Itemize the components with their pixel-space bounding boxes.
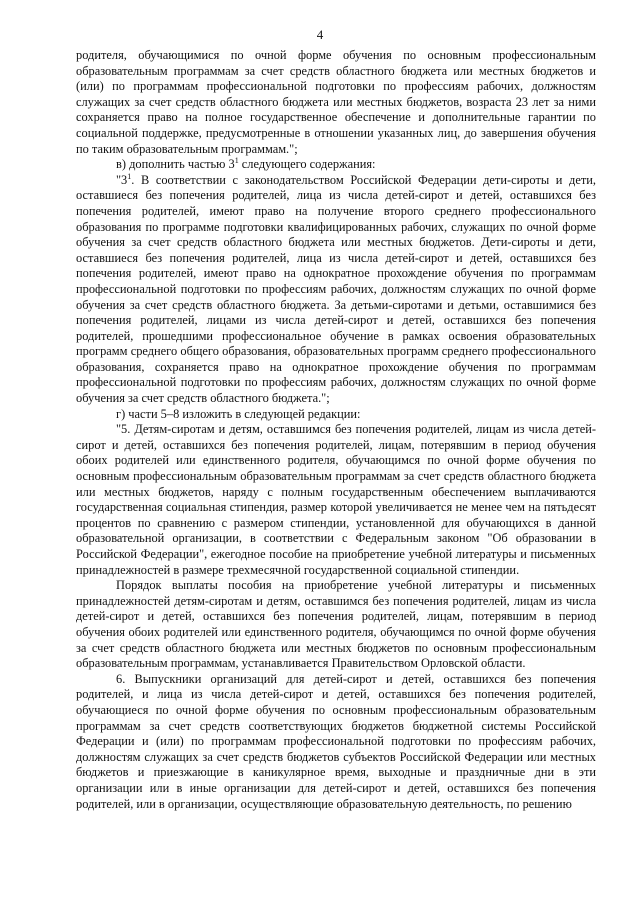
paragraph-item-g: г) части 5–8 изложить в следующей редакции: [116,406,361,421]
page-number: 4 [316,27,324,42]
paragraph-continuation: родителя, обучающимися по очной форме обучения по основным профессиональным образовательным программам за счет средств областного бюджета или местных бюджетов и (или) по программам профессиональной подготовки по профессиям рабочих, должностям служащих за счет средств областного бюджета или местных бюджетов, возраста 23 лет за ними сохраняется право на полное государственное обеспечение и дополнительные гарантии по социальной поддержке, предусмотренные в отношении указанных лиц, до завершения обучения по таким образовательным программам."; [76,48,596,156]
paragraph-part-3-1 [76,173,596,407]
superscript-1: 1 [127,171,132,181]
paragraph-item-v-text: в) дополнить частью 3 [116,157,235,172]
document-body [76,48,596,812]
paragraph-part-3-1-start: "3 [116,172,128,187]
superscript-1: 1 [234,156,239,166]
paragraph-part-3-1-text: . В соответствии с законодательством Российской Федерации дети-сироты и дети, оставшиеся без попечения родителей, лица из числа детей-сирот и детей, оставшихся без попечения родителей, имеют право на получение второго среднего профессионального образования по программе подготовки квалифицированных рабочих, служащих по очной форме обучения за счет средств областного бюджета или местных бюджетов. Дети-сироты и дети, оставшиеся без попечения родителей, лица из числа детей-сирот и детей, оставшихся без попечения родителей, имеют право на однократное прохождение обучения по программам профессиональной подготовки по профессиям рабочих, должностям служащих по очной форме обучения за счет средств областного бюджета. За детьми-сиротами и детьми, оставшимися без попечения родителей, лицами из числа детей-сирот и детей, оставшихся без попечения родителей, прошедшими профессиональное обучение в рамках освоения образовательных программ среднего общего образования, образовательных программ среднего профессионального образования, сохраняется право на однократное прохождение обучения по программам профессиональной подготовки по профессиям рабочих, должностям служащих по очной форме обучения за счет средств областного бюджета."; [76,172,596,406]
paragraph-part-6: 6. Выпускники организаций для детей-сирот и детей, оставшихся без попечения родителей, и лица из числа детей-сирот и детей, оставшихся без попечения родителей, обучающиеся по очной форме обучения по основным профессиональным образовательным программам за счет средств соответствующих бюджетов бюджетной системы Российской Федерации и (или) по программам профессиональной подготовки по профессиям рабочих, должностям служащих за счет средств бюджетов субъектов Российской Федерации или местных бюджетов и приезжающие в каникулярное время, выходные и праздничные дни в эти организации или в иные организации для детей-сирот и детей, оставшихся без попечения родителей, или в организации, осуществляющие образовательную деятельность, по решению [76,671,596,811]
paragraph-item-v [76,157,596,173]
paragraph-payment-order: Порядок выплаты пособия на приобретение учебной литературы и письменных принадлежностей детям-сиротам и детям, оставшимся без попечения родителей, лицам из числа детей-сирот и детей, оставшихся без попечения родителей, лицам, потерявшим в период обучения обоих родителей или единственного родителя, обучающимся по очной форме обучения за счет средств областного бюджета или местных бюджетов по основным профессиональным образовательным программам, устанавливается Правительством Орловской области. [76,578,596,671]
paragraph-item-v-text-end: следующего содержания: [238,157,376,172]
paragraph-part-5: "5. Детям-сиротам и детям, оставшимся без попечения родителей, лицам из числа детей-сирот и детей, оставшихся без попечения родителей, лицам, потерявшим в период обучения обоих родителей или единственного родителя, обучающимся по очной форме обучения по основным профессиональным образовательным программам за счет средств областного бюджета или местных бюджетов, наряду с полным государственным обеспечением выплачиваются государственная социальная стипендия, размер которой увеличивается не менее чем на пятьдесят процентов по сравнению с размером стипендии, установленной для обучающихся в данной образовательной организации, в соответствии с Федеральным законом "Об образовании в Российской Федерации", ежегодное пособие на приобретение учебной литературы и письменных принадлежностей в размере трехмесячной государственной социальной стипендии. [76,422,596,577]
